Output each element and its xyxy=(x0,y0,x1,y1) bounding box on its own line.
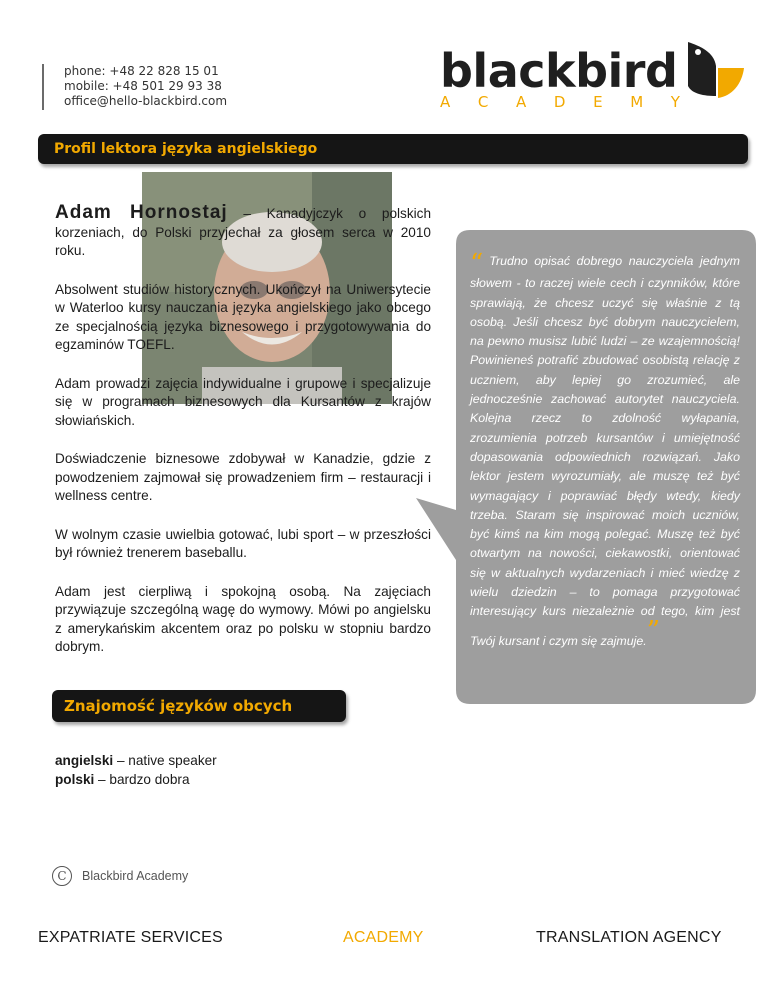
language-name: polski xyxy=(55,771,95,787)
quote-text: Trudno opisać dobrego nauczyciela jednym słowem - to raczej wiele cech i czynników, które sprawiają, że chcesz uczyć się właśnie z tą osobą. Jeśli chcesz być dobrym nauczycielem, na pewno musisz lubić ludzi – ze wzajemnością! Powinieneś potrafić zbudować osobistą relację z uczniem, aby lepiej go zrozumieć, ale jednocześnie zachować autorytet nauczyciela. Kolejna rzecz to zdolność wyłapania, zrozumienia potrzeb kursantów i umiejętność dopasowania odpowiednich rozwiązań. Jako lektor jestem wyrozumiały, ale muszę też być wymagający i poprawiać błędy wtedy, kiedy trzeba. Staram się inspirować moich uczniów, być kimś na kim mogą polegać. Muszę też być otwartym na nowości, ciekawostki, orientować się w aktualnych wydarzeniach i mieć wiedzę z wielu dziedzin – to pomaga przygotować interesujący kurs niezależnie od tego, kim jest Twój kursant i czym się zajmuje. xyxy=(470,254,740,648)
footer-academy[interactable]: ACADEMY xyxy=(343,929,424,946)
logo-letter: A xyxy=(440,93,451,111)
copyright xyxy=(52,866,188,886)
profile-paragraph: Adam prowadzi zajęcia indywidualne i grupowe i specjalizuje się w programach biznesowych dla Kursantów z krajów słowiańskich. xyxy=(55,375,431,428)
copyright-icon: C xyxy=(52,866,72,886)
language-level: – bardzo dobra xyxy=(94,771,190,787)
logo-letter: C xyxy=(477,93,489,111)
quote-open-mark: “ xyxy=(470,249,484,279)
languages-section-title: Znajomość języków obcych xyxy=(64,697,293,715)
email-link[interactable]: office@hello-blackbird.com xyxy=(64,94,228,108)
phone-text: phone: +48 22 828 15 01 xyxy=(64,64,219,78)
quote-close-mark: ” xyxy=(646,615,661,646)
language-item xyxy=(55,771,217,790)
profile-paragraph: Absolwent studiów historycznych. Ukończył na Uniwersytecie w Waterloo kursy nauczania języka angielskiego jako obcego ze specjalnością języka biznesowego i przygotowywania do egzaminów TOEFL. xyxy=(55,281,431,352)
copyright-text: Blackbird Academy xyxy=(82,869,189,883)
logo-wordmark: blackbird xyxy=(440,44,678,98)
language-item xyxy=(55,752,217,771)
footer-translation-agency[interactable]: TRANSLATION AGENCY xyxy=(536,929,722,946)
profile-paragraph: W wolnym czasie uwielbia gotować, lubi sport – w przeszłości był również trenerem baseballu. xyxy=(55,526,431,560)
profile-paragraph: Adam jest cierpliwą i spokojną osobą. Na zajęciach przywiązuje szczególną wagę do wymowy. Mówi po angielsku z amerykańskim akcentem oraz po polsku w stopniu bardzo dobrym. xyxy=(55,583,431,654)
logo-letter: D xyxy=(553,93,566,111)
mobile-text: mobile: +48 501 29 93 38 xyxy=(64,79,222,93)
logo-letter: M xyxy=(630,93,644,111)
quote-text-block xyxy=(470,249,740,651)
language-name: angielski xyxy=(55,753,114,768)
profile-paragraph: Doświadczenie biznesowe zdobywał w Kanadzie, gdzie z powodzeniem zajmował się prowadzeniem firm – restauracji i wellness centre. xyxy=(55,451,431,503)
logo-letter: E xyxy=(593,93,603,111)
logo-letter: A xyxy=(516,93,527,111)
profile-intro-text: – Kanadyjczyk o polskich korzeniach, do Polski przyjechał za głosem serca w 2010 roku. xyxy=(55,206,431,258)
languages-list xyxy=(55,752,217,789)
profile-section-title: Profil lektora języka angielskiego xyxy=(54,141,318,157)
footer-expatriate-services[interactable]: EXPATRIATE SERVICES xyxy=(38,929,223,946)
lecturer-name: Adam Hornostaj xyxy=(55,202,228,223)
logo-letter: Y xyxy=(670,93,680,111)
language-level: – native speaker xyxy=(113,753,217,768)
languages-section-header xyxy=(52,690,346,722)
